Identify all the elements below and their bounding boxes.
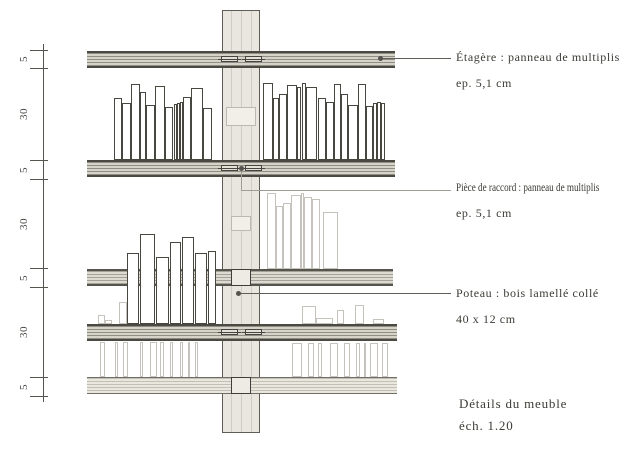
books-shelf5-left-back-book [170, 342, 173, 377]
books-shelf2-right-book [341, 94, 348, 160]
dimension-tick [30, 68, 48, 69]
connector-biscuit-line [218, 332, 241, 333]
dimension-tick [30, 160, 48, 161]
dimension-tick [30, 50, 48, 51]
leader-raccord-segment [241, 190, 451, 191]
books-shelf5-left-back-book [180, 342, 183, 377]
leader-poteau-dot [236, 291, 241, 296]
books-shelf5-right-back-book [330, 343, 338, 377]
books-shelf5-left-back-book [115, 342, 118, 377]
dimension-tick [30, 179, 48, 180]
post-joint-piece [231, 216, 251, 231]
books-shelf4-left-front-book [140, 234, 155, 324]
post-joint-piece [226, 107, 256, 126]
books-shelf5-right-back-book [370, 343, 378, 377]
annotation-etagere-title: Étagère : panneau de multiplis [456, 50, 620, 64]
leader-etagere-segment [380, 58, 451, 59]
books-shelf5-left-back-book [160, 342, 164, 377]
annotation-etagere [456, 51, 620, 103]
dimension-label: 5 [18, 166, 30, 173]
post-section-square [231, 269, 251, 286]
books-shelf5-right-back-book [308, 343, 314, 377]
dimension-tick [30, 287, 48, 288]
books-shelf2-right-book [348, 105, 358, 160]
books-shelf5-right-back-book [344, 343, 350, 377]
title-block [459, 397, 567, 441]
annotation-raccord-subtitle: ep. 5,1 cm [456, 206, 512, 220]
books-shelf5-left-back-book [150, 342, 157, 377]
books-shelf5-left-back-book [100, 342, 105, 377]
annotation-raccord-title: Pièce de raccord : panneau de multiplis [456, 180, 600, 194]
books-shelf2-right-book [279, 94, 287, 160]
books-shelf2-right-book [318, 98, 326, 160]
books-shelf4-left-front-book [170, 242, 181, 324]
annotation-poteau [456, 287, 599, 339]
books-shelf2-right-book [263, 83, 273, 160]
books-shelf5-left-back-book [123, 342, 128, 377]
leader-raccord-dot [239, 166, 244, 171]
leader-etagere-dot [378, 56, 383, 61]
books-shelf2-right-book [297, 87, 301, 160]
books-shelf5-left-back-book [195, 342, 198, 377]
drawing-scale: éch. 1.20 [459, 418, 514, 433]
dimension-label: 30 [18, 326, 30, 338]
books-shelf3-right-book [323, 212, 338, 269]
books-shelf4-left-front-book [195, 253, 207, 324]
dimension-label: 30 [18, 108, 30, 120]
books-shelf3-right-book [291, 195, 301, 269]
books-shelf5-right-back-book [318, 343, 322, 377]
books-shelf4-right-small-book [355, 305, 364, 324]
annotation-raccord [456, 181, 641, 233]
connector-biscuit-line [218, 168, 241, 169]
books-shelf2-left-book [183, 97, 191, 160]
books-shelf4-left-front-book [127, 253, 139, 324]
dimension-label: 5 [18, 274, 30, 281]
books-shelf3-right-book [276, 206, 283, 269]
shelf-panel-1 [87, 51, 395, 68]
dimension-tick [30, 377, 48, 378]
books-shelf4-left-small-book [98, 315, 105, 324]
connector-biscuit-line [218, 59, 241, 60]
annotation-etagere-subtitle: ep. 5,1 cm [456, 76, 512, 90]
leader-poteau-segment [238, 293, 451, 294]
books-shelf4-right-small-book [302, 306, 316, 324]
books-shelf5-left-back-book [188, 342, 190, 377]
books-shelf5-left-back-book [140, 342, 143, 377]
books-shelf4-left-small-book [119, 302, 127, 324]
books-shelf5-right-back-book [364, 343, 366, 377]
books-shelf2-right-book [366, 106, 373, 160]
books-shelf2-left-book [155, 86, 165, 160]
books-shelf5-right-back-book [356, 343, 360, 377]
books-shelf3-right-book [312, 199, 320, 269]
books-shelf2-right-book [334, 84, 341, 160]
books-shelf3-right-book [304, 197, 312, 269]
books-shelf2-left-book [131, 84, 140, 160]
dimension-tick [30, 396, 48, 397]
books-shelf5-right-back-book [382, 343, 388, 377]
books-shelf2-left-book [203, 108, 212, 160]
books-shelf4-left-front-book [156, 257, 169, 324]
post-section-square [231, 377, 251, 394]
books-shelf4-right-small-book [373, 319, 384, 324]
books-shelf5-right-back-book [292, 343, 302, 377]
dimension-axis [43, 44, 44, 402]
books-shelf4-right-small-book [337, 310, 344, 324]
books-shelf2-left-book [122, 103, 131, 160]
dimension-label: 5 [18, 56, 30, 62]
dimension-label: 30 [18, 217, 30, 230]
dimension-tick [30, 268, 48, 269]
connector-biscuit-line [242, 59, 265, 60]
books-shelf4-left-small-book [105, 320, 112, 324]
books-shelf4-left-front-book [208, 251, 216, 324]
books-shelf4-right-small-book [316, 318, 333, 324]
connector-biscuit-line [242, 168, 265, 169]
annotation-poteau-title: Poteau : bois lamellé collé [456, 286, 599, 300]
books-shelf2-right-book [306, 87, 317, 160]
books-shelf2-left-book [146, 105, 155, 160]
books-shelf2-left-book [191, 88, 203, 160]
drawing-title: Détails du meuble [459, 396, 568, 411]
post-lamination-line [251, 11, 252, 432]
books-shelf2-right-book [381, 103, 385, 160]
annotation-poteau-subtitle: 40 x 12 cm [456, 312, 516, 326]
dimension-label: 5 [18, 383, 30, 390]
books-shelf2-right-book [326, 102, 334, 160]
books-shelf2-right-book [358, 84, 366, 160]
books-shelf2-left-book [165, 107, 173, 160]
books-shelf4-left-front-book [182, 237, 194, 324]
leader-raccord-segment [241, 168, 242, 191]
books-shelf2-right-book [287, 85, 297, 160]
books-shelf2-left-book [114, 98, 122, 160]
books-shelf3-right-book [267, 193, 276, 269]
connector-biscuit-line [242, 332, 265, 333]
books-shelf3-right-book [283, 203, 291, 269]
